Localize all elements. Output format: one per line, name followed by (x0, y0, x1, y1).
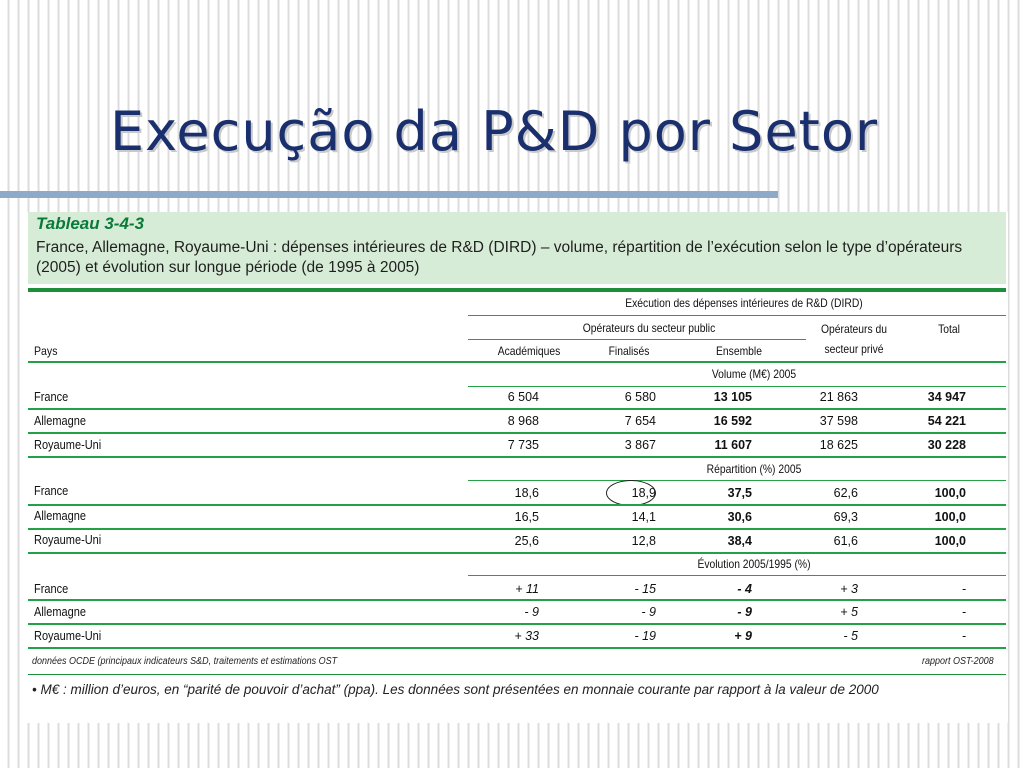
header-total: Total (938, 322, 960, 336)
header-rule (468, 339, 806, 340)
data-table (24, 212, 1008, 723)
row-country: France (34, 582, 69, 596)
cell-ensemble: + 9 (734, 629, 752, 643)
slide-title: Execução da P&D por Setor (110, 100, 879, 163)
header-finalized: Finalisés (608, 344, 650, 358)
highlight-circle (606, 480, 656, 506)
cell-ensemble: 37,5 (727, 486, 752, 500)
cell-finalized: - 9 (641, 605, 656, 619)
cell-academic: 25,6 (514, 534, 539, 548)
cell-ensemble: 16 592 (713, 414, 752, 428)
section-title-volume: Volume (M€) 2005 (711, 367, 797, 381)
report-note: rapport OST-2008 (922, 656, 994, 667)
row-country: Royaume-Uni (34, 533, 102, 547)
row-country: Royaume-Uni (34, 438, 102, 452)
header-private-line1: Opérateurs du (821, 322, 887, 336)
row-country: Allemagne (34, 605, 86, 619)
cell-private: 21 863 (819, 390, 858, 404)
header-country: Pays (34, 344, 58, 358)
cell-finalized: 14,1 (631, 510, 656, 524)
row-country: Royaume-Uni (34, 629, 102, 643)
row-country: France (34, 390, 69, 404)
header-private-line2: secteur privé (824, 342, 884, 356)
cell-ensemble: 13 105 (713, 390, 752, 404)
cell-academic: 18,6 (514, 486, 539, 500)
cell-private: 37 598 (819, 414, 858, 428)
header-ensemble: Ensemble (716, 344, 762, 358)
table-bottom-rule (28, 647, 1006, 649)
row-country: France (34, 484, 69, 498)
cell-total: - (961, 605, 966, 619)
section-bottom-rule (28, 552, 1006, 554)
cell-ensemble: - 9 (737, 605, 752, 619)
cell-finalized: - 19 (634, 629, 656, 643)
row-country: Allemagne (34, 414, 86, 428)
cell-academic: 7 735 (507, 438, 539, 452)
section-bottom-rule (28, 456, 1006, 458)
cell-ensemble: 11 607 (714, 438, 752, 452)
cell-ensemble: - 4 (737, 582, 752, 596)
row-rule (28, 432, 1006, 434)
cell-total: 30 228 (927, 438, 966, 452)
table-figure (24, 212, 1008, 723)
cell-academic: 6 504 (507, 390, 539, 404)
cell-private: 61,6 (833, 534, 858, 548)
cell-ensemble: 30,6 (727, 510, 752, 524)
source-note: données OCDE (principaux indicateurs S&D, traitements et estimations OST (32, 656, 338, 667)
row-country: Allemagne (34, 509, 86, 523)
cell-private: + 5 (840, 605, 858, 619)
cell-total: 100,0 (934, 486, 966, 500)
cell-private: - 5 (843, 629, 858, 643)
header-academic: Académiques (497, 344, 561, 358)
row-rule (28, 623, 1006, 625)
cell-finalized: 7 654 (624, 414, 656, 428)
cell-academic: + 11 (515, 582, 539, 596)
section-title-evolution: Évolution 2005/1995 (%) (697, 557, 811, 571)
cell-total: - (961, 582, 966, 596)
cell-academic: 8 968 (507, 414, 539, 428)
cell-total: 34 947 (927, 390, 966, 404)
section-rule (468, 386, 1006, 387)
row-rule (28, 599, 1006, 601)
cell-finalized: 12,8 (631, 534, 656, 548)
cell-academic: 16,5 (514, 510, 539, 524)
cell-total: 100,0 (934, 510, 966, 524)
cell-private: 62,6 (833, 486, 858, 500)
header-dird-group: Exécution des dépenses intérieures de R&D (DIRD) (625, 296, 863, 310)
title-underline (0, 191, 778, 198)
cell-finalized: - 15 (634, 582, 656, 596)
row-rule (28, 504, 1006, 506)
cell-ensemble: 38,4 (727, 534, 752, 548)
cell-academic: - 9 (524, 605, 539, 619)
table-caption: France, Allemagne, Royaume-Uni : dépenses intérieures de R&D (DIRD) – volume, répartition de l’exécution selon le type d’opérateurs (2005) et évolution sur longue période (de 1995 à 2005) (36, 239, 963, 276)
cell-total: 100,0 (934, 534, 966, 548)
table-label: Tableau 3-4-3 (36, 214, 145, 233)
cell-finalized: 3 867 (624, 438, 656, 452)
cell-private: 69,3 (833, 510, 858, 524)
cell-academic: + 33 (514, 629, 539, 643)
cell-finalized: 6 580 (624, 390, 656, 404)
cell-finalized: 18,9 (631, 486, 656, 500)
row-rule (28, 528, 1006, 530)
cell-total: 54 221 (927, 414, 966, 428)
section-rule (468, 575, 1006, 576)
cell-private: + 3 (840, 582, 858, 596)
footnote: • M€ : million d’euros, en “parité de pouvoir d’achat” (ppa). Les données sont présentées en monnaie courante par rapport à la valeur de 2000 (32, 682, 879, 697)
header-bottom-rule (28, 361, 1006, 363)
row-rule (28, 408, 1006, 410)
section-rule (468, 480, 1006, 481)
section-title-repartition: Répartition (%) 2005 (706, 462, 802, 476)
cell-total: - (961, 629, 966, 643)
footer-rule (28, 674, 1006, 675)
cell-private: 18 625 (819, 438, 858, 452)
header-public-group: Opérateurs du secteur public (582, 321, 716, 335)
header-rule (468, 315, 1006, 316)
